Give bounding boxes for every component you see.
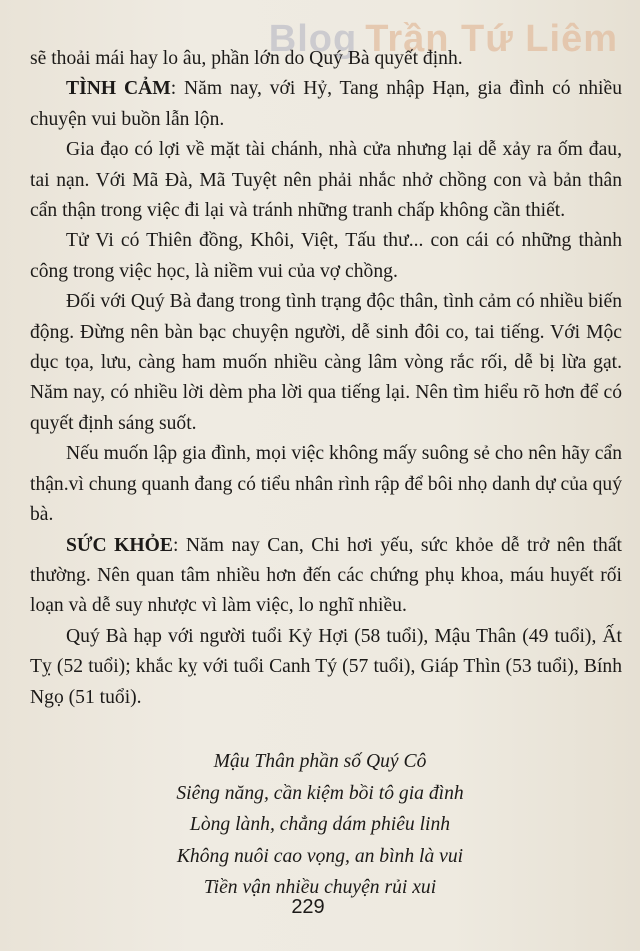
- page-number: 229: [291, 896, 325, 918]
- paragraph-marriage: [30, 439, 622, 530]
- poem-line: Siêng năng, cần kiệm bồi tô gia đình: [176, 782, 464, 804]
- paragraph-text: Nếu muốn lập gia đình, mọi việc không mấy suông sẻ cho nên hãy cẩn thận.vì chung quanh đang có tiểu nhân rình rập để bôi nhọ danh dự của quý bà.: [30, 443, 622, 526]
- paragraph-children: [30, 226, 622, 287]
- paragraph-continuation: [30, 44, 622, 74]
- paragraph-text: : Năm nay Can, Chi hơi yếu, sức khỏe dễ trở nên thất thường. Nên quan tâm nhiều hơn đến các chứng phụ khoa, máu huyết rối loạn và dễ suy nhược vì làm việc, lo nghĩ nhiều.: [30, 534, 622, 617]
- watermark-blog: Blog: [268, 18, 358, 60]
- section-heading-health: SỨC KHỎE: [66, 534, 173, 556]
- paragraph-text: Quý Bà hạp với người tuổi Kỷ Hợi (58 tuổi), Mậu Thân (49 tuổi), Ất Tỵ (52 tuổi); khắc kỵ với tuổi Canh Tý (57 tuổi), Giáp Thìn (53 tuổi), Bính Ngọ (51 tuổi).: [30, 625, 622, 708]
- paragraph-text: Tử Vi có Thiên đồng, Khôi, Việt, Tấu thư... con cái có những thành công trong việc học, là niềm vui của vợ chồng.: [30, 230, 622, 282]
- poem: [0, 746, 640, 904]
- paragraph-text: sẽ thoải mái hay lo âu, phần lớn do Quý Bà quyết định.: [30, 48, 463, 69]
- poem-line: Tiền vận nhiều chuyện rủi xui: [203, 877, 437, 898]
- paragraph-compatibility: [30, 622, 622, 713]
- paragraph-love: [30, 74, 622, 135]
- paragraph-family: [30, 135, 622, 226]
- page-body: [30, 44, 622, 713]
- paragraph-text: : Năm nay, với Hỷ, Tang nhập Hạn, gia đình có nhiều chuyện vui buồn lẫn lộn.: [30, 78, 622, 130]
- section-heading-love: TÌNH CẢM: [66, 78, 171, 100]
- paragraph-text: Gia đạo có lợi về mặt tài chánh, nhà cửa nhưng lại dễ xảy ra ốm đau, tai nạn. Với Mã Đà, Mã Tuyệt nên phải nhắc nhở chồng con và bản thân cẩn thận trong việc đi lại và tránh những tranh chấp không cần thiết.: [30, 139, 622, 222]
- watermark-name: Trần Tứ Liêm: [365, 18, 618, 60]
- poem-line: Lòng lành, chẳng dám phiêu linh: [189, 814, 451, 835]
- paragraph-single: [30, 287, 622, 439]
- poem-line: Mậu Thân phần số Quý Cô: [213, 751, 427, 772]
- paragraph-health: [30, 531, 622, 622]
- poem-line: Không nuôi cao vọng, an bình là vui: [176, 845, 464, 867]
- paragraph-text: Đối với Quý Bà đang trong tình trạng độc thân, tình cảm có nhiều biến động. Đừng nên bàn bạc chuyện người, dễ sinh đôi co, tai tiếng. Với Mộc dục tọa, lưu, càng ham muốn nhiều càng lâm vòng rắc rối, dễ bị lừa gạt. Năm nay, có nhiều lời dèm pha lời qua tiếng lại. Nên tìm hiểu rõ hơn để có quyết định sáng suốt.: [30, 291, 622, 434]
